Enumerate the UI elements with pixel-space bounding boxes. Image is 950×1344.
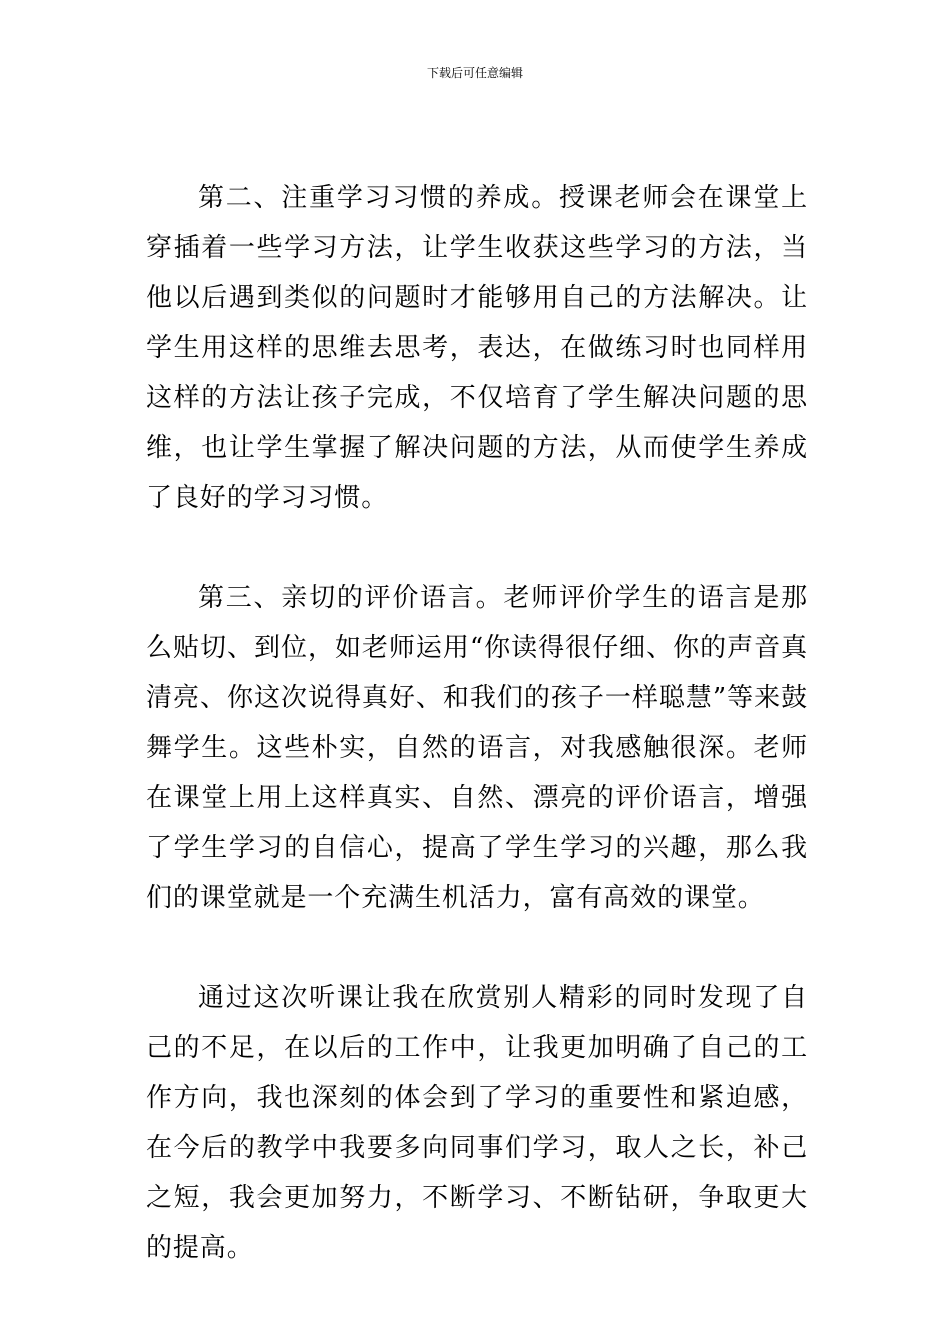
paragraph-habits: 第二、注重学习习惯的养成。授课老师会在课堂上穿插着一些学习方法，让学生收获这些学习的方法，当他以后遇到类似的问题时才能够用自己的方法解决。让学生用这样的思维去思考，表达，在做练习时也同样用这样的方法让孩子完成，不仅培育了学生解决问题的思维，也让学生掌握了解决问题的方法，从而使学生养成了良好的学习习惯。 bbox=[146, 183, 808, 513]
paragraph-conclusion: 通过这次听课让我在欣赏别人精彩的同时发现了自己的不足，在以后的工作中，让我更加明确了自己的工作方向，我也深刻的体会到了学习的重要性和紧迫感，在今后的教学中我要多向同事们学习，取人之长，补己之短，我会更加努力，不断学习、不断钻研，争取更大的提高。 bbox=[146, 983, 808, 1263]
page-header: 下载后可任意编辑 bbox=[426, 66, 523, 80]
paragraph-evaluation-language: 第三、亲切的评价语言。老师评价学生的语言是那么贴切、到位，如老师运用“你读得很仔细、你的声音真清亮、你这次说得真好、和我们的孩子一样聪慧”等来鼓舞学生。这些朴实，自然的语言，对我感触很深。老师在课堂上用上这样真实、自然、漂亮的评价语言，增强了学生学习的自信心，提高了学生学习的兴趣，那么我们的课堂就是一个充满生机活力，富有高效的课堂。 bbox=[146, 583, 808, 913]
